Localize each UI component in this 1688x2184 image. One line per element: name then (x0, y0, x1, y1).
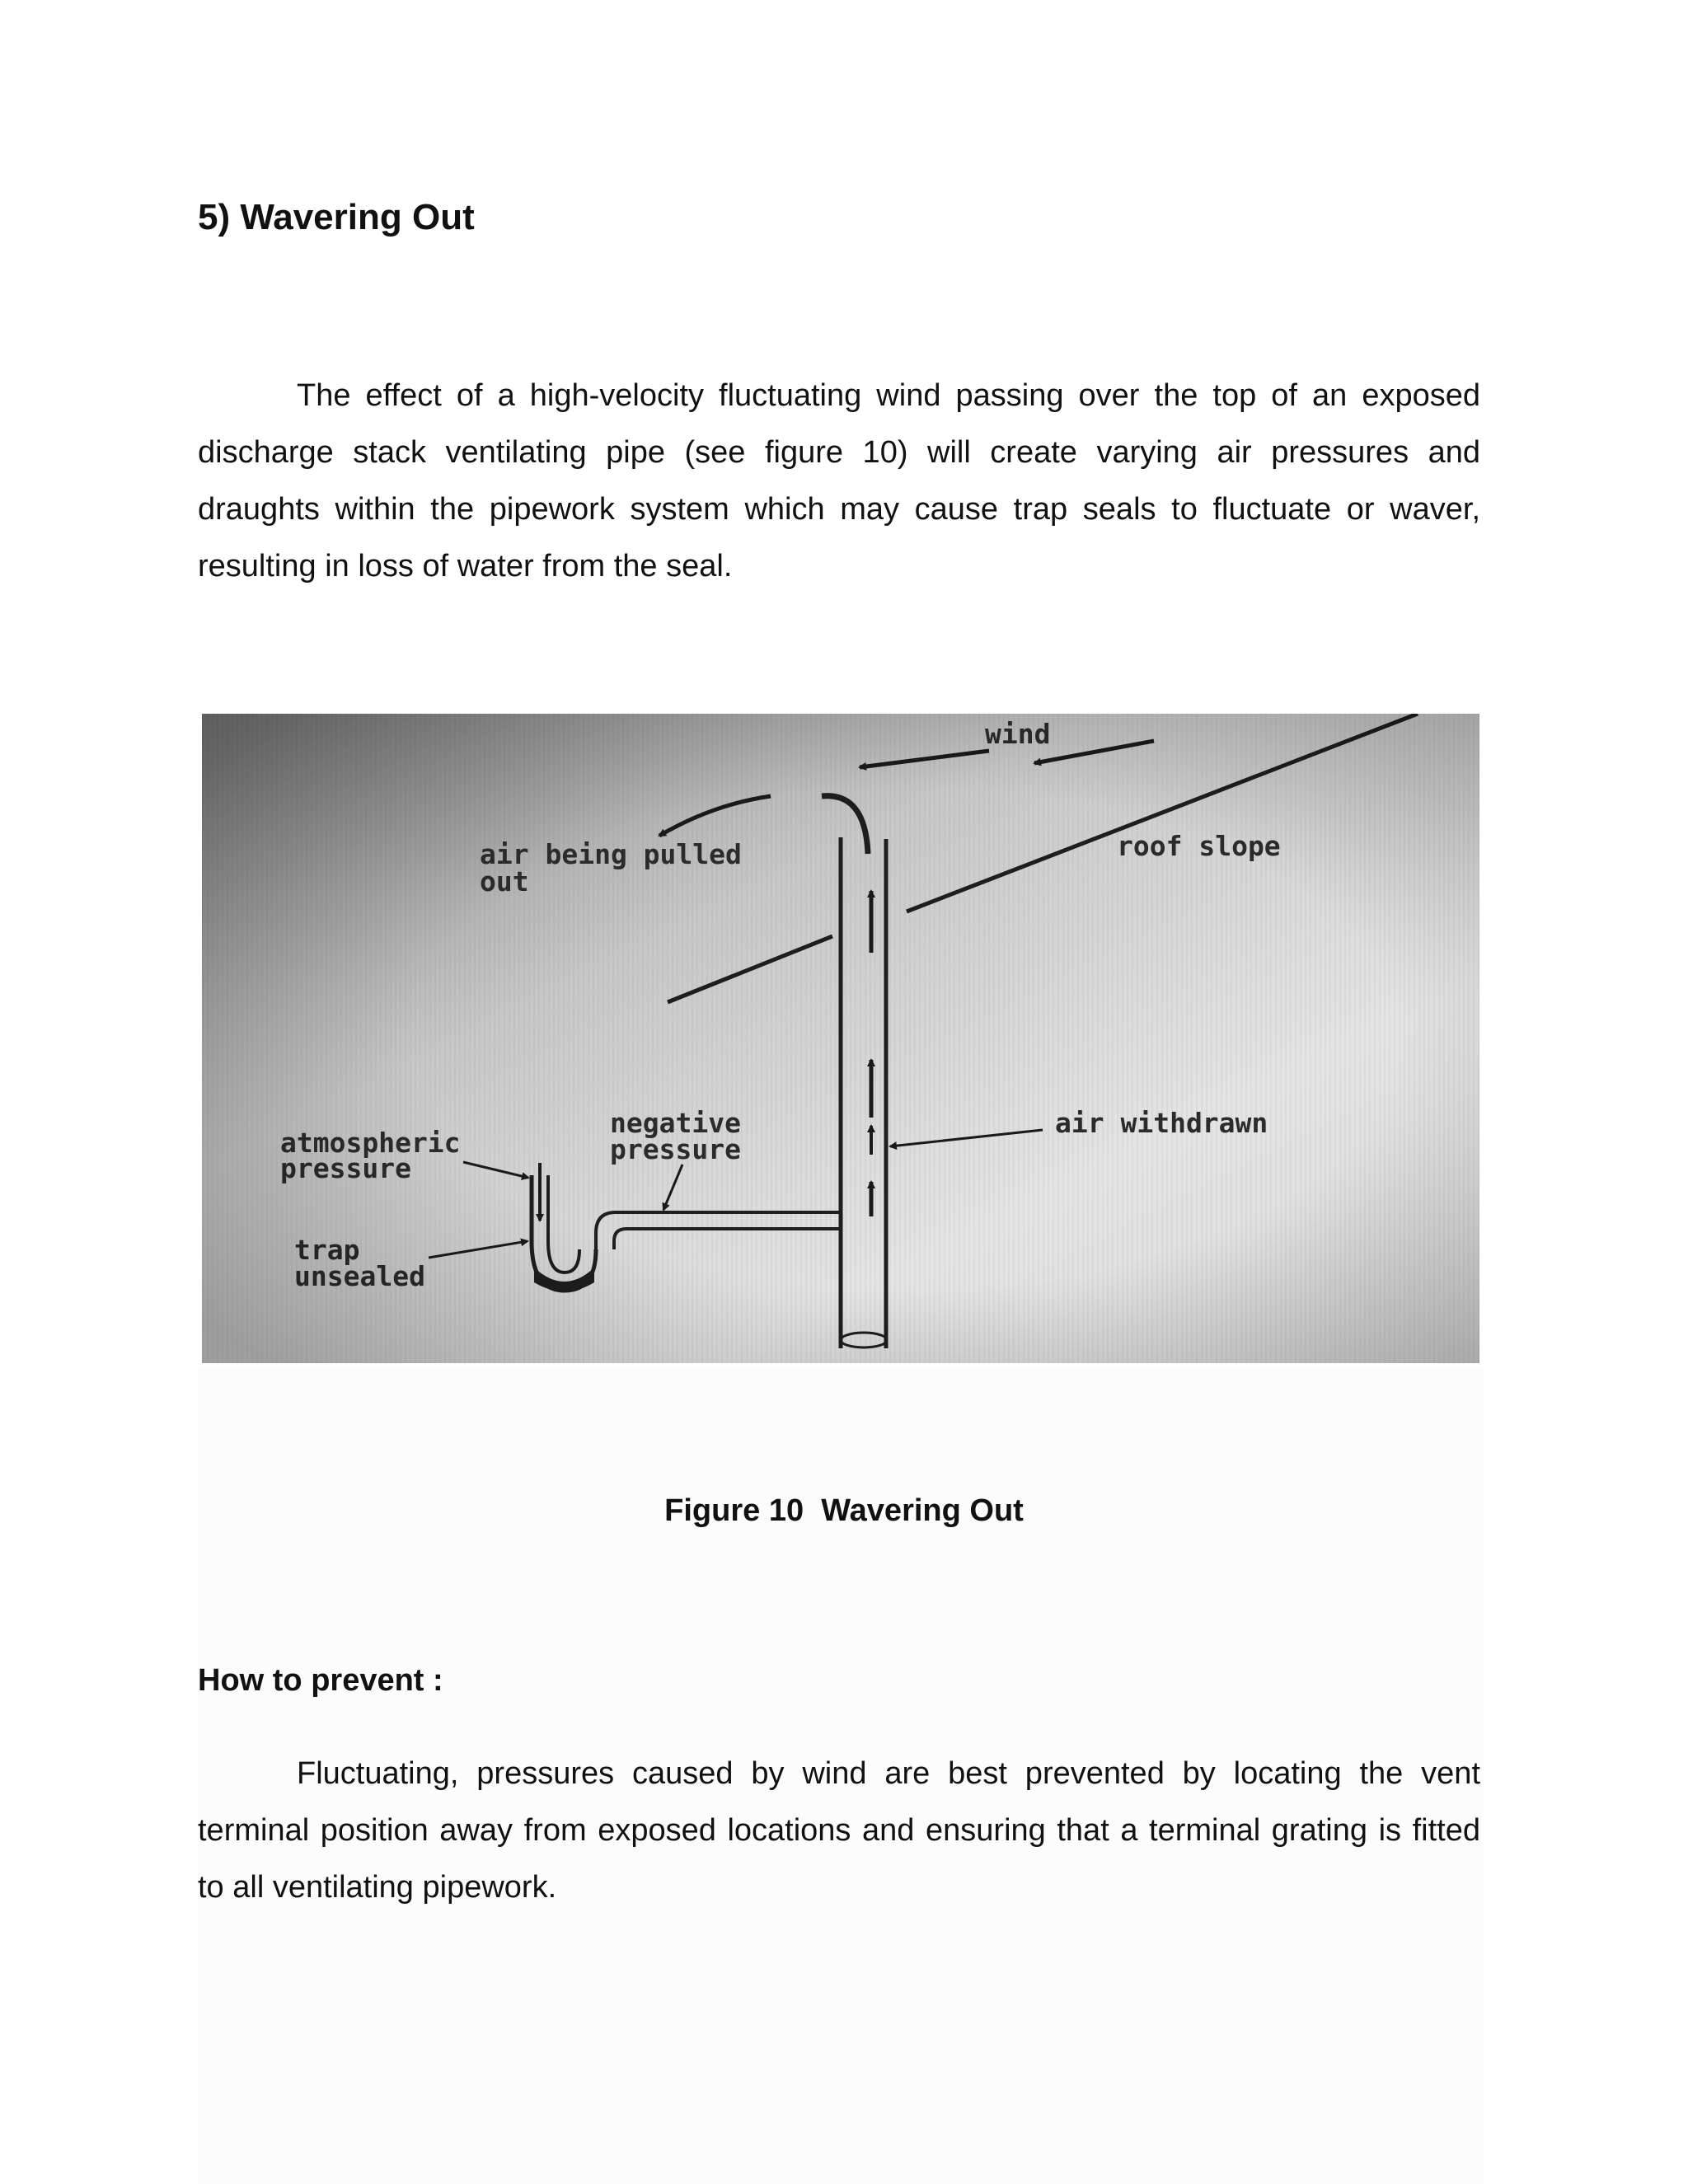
figure-caption: Figure 10 Wavering Out (664, 1493, 1024, 1528)
body-paragraph-intro: The effect of a high-velocity fluctuating wind passing over the top of an exposed discharge stack ventilating pipe (see figure 10) will create varying air pressures and draughts within the pipework system which may cause trap seals to fluctuate or waver, resulting in loss of water from the seal. (198, 378, 1480, 583)
section-heading: 5) Wavering Out (198, 197, 475, 237)
figure-10-image (202, 714, 1479, 1363)
wavering-out-diagram (202, 714, 1479, 1363)
body-paragraph-prevention: Fluctuating, pressures caused by wind are best prevented by locating the vent terminal position away from exposed locations and ensuring that a terminal grating is fitted to all ventilating pipework. (198, 1756, 1480, 1905)
prevention-heading: How to prevent : (198, 1663, 443, 1698)
photo-vignette (202, 714, 1479, 1363)
